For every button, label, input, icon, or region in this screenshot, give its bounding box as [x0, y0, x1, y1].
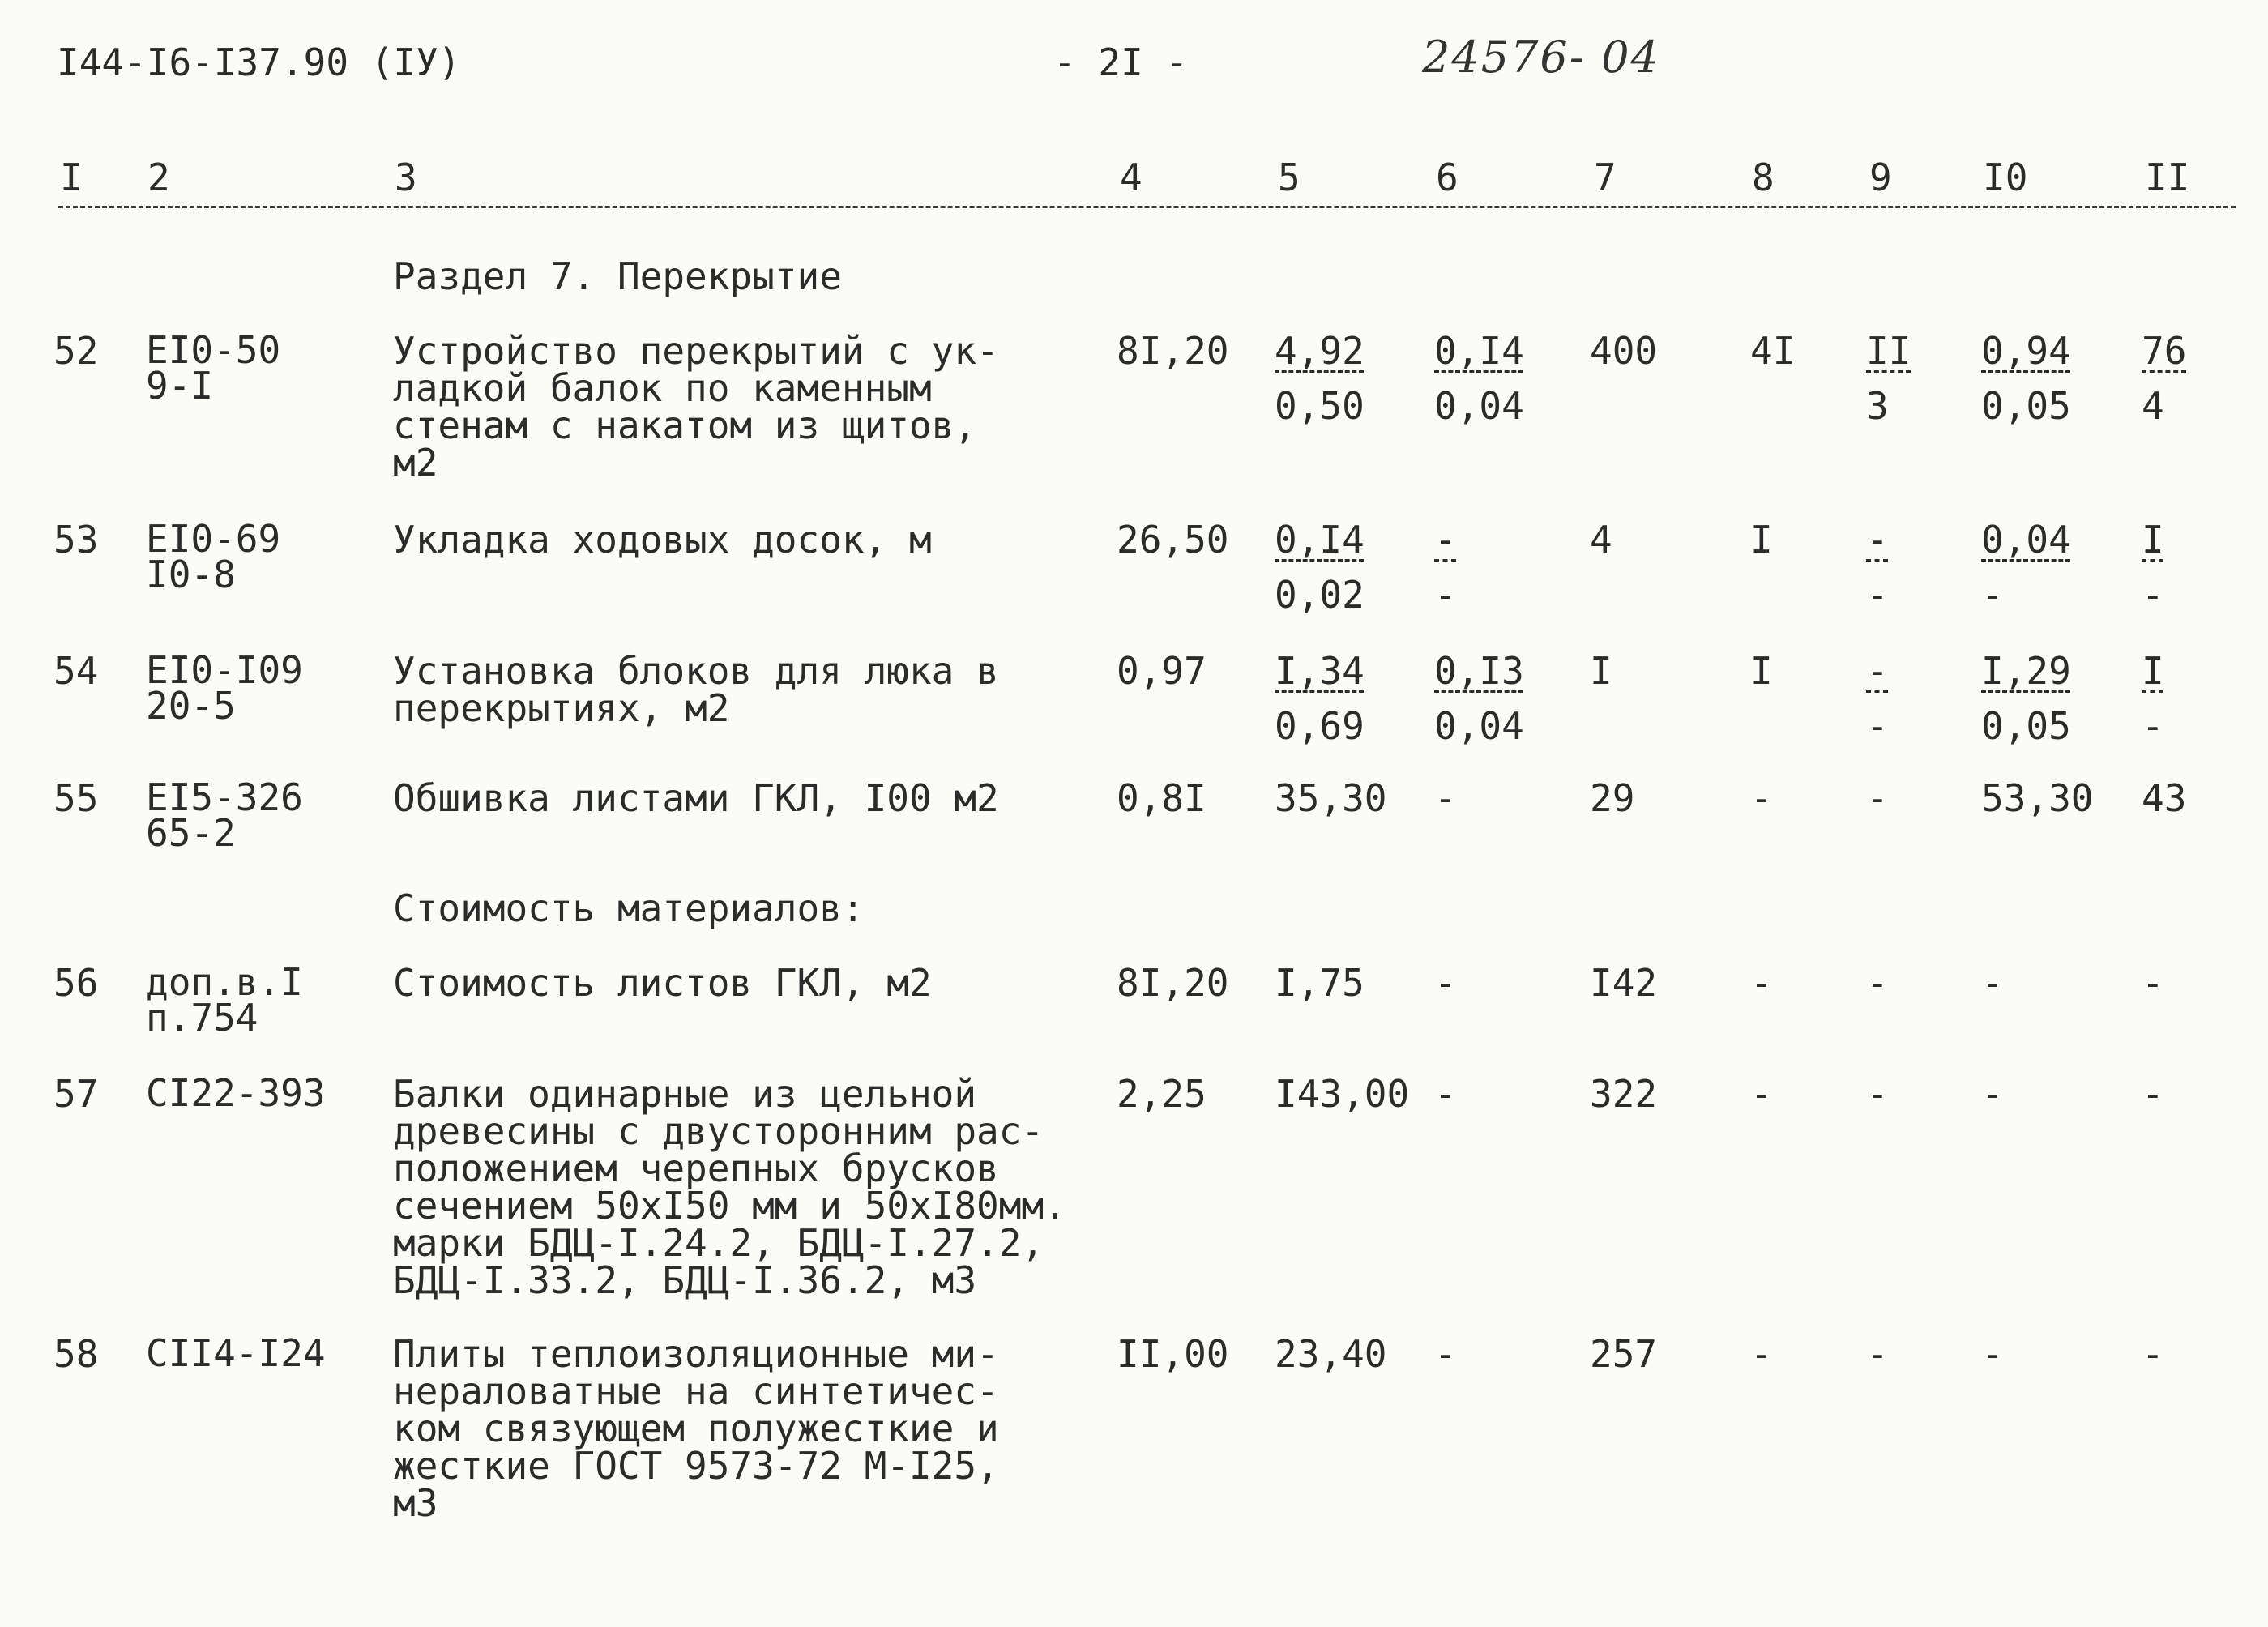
- wages-cost: -: [1750, 1332, 1773, 1376]
- machine-cost: -: [1434, 776, 1457, 820]
- labor-total-machinists: 4: [2142, 384, 2164, 428]
- page-number: - 2I -: [1053, 41, 1189, 84]
- total-cost: 322: [1590, 1072, 1658, 1116]
- total-cost: I42: [1590, 961, 1658, 1005]
- machine-cost: [1434, 518, 1457, 617]
- norm-code: СI22-393: [146, 1071, 326, 1115]
- work-description: Стоимость листов ГКЛ, м2: [393, 961, 932, 1005]
- labor-per-unit-machinists: -: [1981, 573, 2004, 617]
- column-header-6: 6: [1436, 156, 1459, 199]
- wages-cost: -: [1750, 961, 1773, 1005]
- wages-cost: -: [1750, 776, 1773, 820]
- quantity: 8I,20: [1117, 329, 1229, 373]
- labor-per-unit-workers: I,29: [1981, 649, 2071, 693]
- norm-code: ЕI0-50 9-I: [146, 328, 281, 408]
- wages-cost: I: [1750, 518, 1773, 562]
- norm-code: ЕI0-I09 20-5: [146, 648, 303, 728]
- machine-cost: -: [1434, 961, 1457, 1005]
- row-number: 53: [53, 518, 99, 562]
- machine-operation-total: -: [1866, 649, 1889, 693]
- total-cost: 4: [1590, 518, 1612, 562]
- unit-cost: [1275, 329, 1365, 428]
- column-header-row: [0, 156, 2268, 216]
- machine-operation-wages: -: [1866, 704, 1889, 748]
- total-cost: 400: [1590, 329, 1658, 373]
- norm-code: ЕI5-326 65-2: [146, 775, 303, 855]
- work-description: Установка блоков для люка в перекрытиях, м2: [393, 649, 999, 730]
- machine-cost-total: -: [1434, 518, 1457, 562]
- labor-per-unit-workers: 0,94: [1981, 329, 2071, 373]
- machine-operation: -: [1866, 961, 1889, 1005]
- quantity: 2,25: [1117, 1072, 1207, 1116]
- unit-cost: 23,40: [1275, 1332, 1387, 1376]
- total-cost: I: [1590, 649, 1612, 693]
- wages-cost: 4I: [1750, 329, 1796, 373]
- labor-total-workers: I: [2142, 649, 2164, 693]
- row-number: 54: [53, 649, 99, 693]
- labor-per-unit-machinists: 0,05: [1981, 384, 2071, 428]
- column-header-8: 8: [1752, 156, 1775, 199]
- machine-operation: [1866, 329, 1911, 428]
- section-title: Раздел 7. Перекрытие: [393, 254, 842, 298]
- unit-cost-wages: 0,50: [1275, 384, 1365, 428]
- machine-cost: -: [1434, 1332, 1457, 1376]
- quantity: 0,8I: [1117, 776, 1207, 820]
- unit-cost-wages: 0,02: [1275, 573, 1365, 617]
- handwritten-inventory-number: 24576- 04: [1422, 32, 1660, 83]
- labor-per-unit: [1981, 518, 2071, 617]
- column-header-1: I: [60, 156, 83, 199]
- wages-cost: I: [1750, 649, 1773, 693]
- unit-cost: 35,30: [1275, 776, 1387, 820]
- machine-cost: [1434, 649, 1524, 748]
- labor-total: -: [2142, 1072, 2164, 1116]
- column-header-5: 5: [1278, 156, 1301, 199]
- materials-section-title: Стоимость материалов:: [393, 886, 865, 930]
- unit-cost-total: I,34: [1275, 649, 1365, 693]
- labor-per-unit: 53,30: [1981, 776, 2094, 820]
- labor-total: -: [2142, 961, 2164, 1005]
- labor-per-unit: -: [1981, 961, 2004, 1005]
- unit-cost-wages: 0,69: [1275, 704, 1365, 748]
- machine-operation: -: [1866, 1072, 1889, 1116]
- unit-cost: [1275, 518, 1365, 617]
- quantity: II,00: [1117, 1332, 1229, 1376]
- machine-operation: -: [1866, 1332, 1889, 1376]
- machine-cost: -: [1434, 1072, 1457, 1116]
- machine-cost-wages: 0,04: [1434, 704, 1524, 748]
- column-header-9: 9: [1869, 156, 1892, 199]
- labor-total: -: [2142, 1332, 2164, 1376]
- work-description: Обшивка листами ГКЛ, I00 м2: [393, 776, 999, 820]
- row-number: 57: [53, 1072, 99, 1116]
- column-header-11: II: [2145, 156, 2190, 199]
- machine-operation: [1866, 518, 1889, 617]
- row-number: 52: [53, 329, 99, 373]
- unit-cost: I,75: [1275, 961, 1365, 1005]
- labor-total: [2142, 518, 2164, 617]
- labor-total: [2142, 329, 2187, 428]
- work-description: Устройство перекрытий с ук- ладкой балок по каменным стенам с накатом из щитов, м2: [393, 329, 999, 485]
- labor-per-unit: [1981, 649, 2071, 748]
- total-cost: 29: [1590, 776, 1635, 820]
- row-number: 58: [53, 1332, 99, 1376]
- machine-cost-wages: -: [1434, 573, 1457, 617]
- row-number: 56: [53, 961, 99, 1005]
- machine-operation-total: -: [1866, 518, 1889, 562]
- wages-cost: -: [1750, 1072, 1773, 1116]
- labor-per-unit: [1981, 329, 2071, 428]
- machine-operation-wages: 3: [1866, 384, 1889, 428]
- labor-total-machinists: -: [2142, 704, 2164, 748]
- column-header-2: 2: [147, 156, 170, 199]
- document-code: I44-I6-I37.90 (IУ): [57, 41, 461, 84]
- norm-code: доп.в.I п.754: [146, 960, 303, 1040]
- work-description: Балки одинарные из цельной древесины с двусторонним рас- положением черепных брусков сечением 50хI50 мм и 50хI80мм. марки БДЦ-I.24.2, БДЦ-I.27.2, БДЦ-I.33.2, БДЦ-I.36.2, м3: [393, 1072, 1066, 1302]
- norm-code: ЕI0-69 I0-8: [146, 517, 281, 596]
- work-description: Плиты теплоизоляционные ми- нераловатные на синтетичес- ком связующем полужесткие и жесткие ГОСТ 9573-72 М-I25, м3: [393, 1332, 999, 1525]
- machine-cost: [1434, 329, 1524, 428]
- labor-total: [2142, 649, 2164, 748]
- norm-code: СII4-I24: [146, 1331, 326, 1375]
- machine-operation: [1866, 649, 1889, 748]
- labor-per-unit-machinists: 0,05: [1981, 704, 2071, 748]
- machine-cost-total: 0,I4: [1434, 329, 1524, 373]
- row-number: 55: [53, 776, 99, 820]
- column-header-rule: [58, 206, 2236, 208]
- labor-per-unit: -: [1981, 1072, 2004, 1116]
- labor-total-machinists: -: [2142, 573, 2164, 617]
- unit-cost-total: 0,I4: [1275, 518, 1365, 562]
- quantity: 26,50: [1117, 518, 1229, 562]
- unit-cost: I43,00: [1275, 1072, 1410, 1116]
- labor-per-unit-workers: 0,04: [1981, 518, 2071, 562]
- column-header-7: 7: [1594, 156, 1617, 199]
- machine-cost-wages: 0,04: [1434, 384, 1524, 428]
- unit-cost-total: 4,92: [1275, 329, 1365, 373]
- column-header-10: I0: [1983, 156, 2028, 199]
- machine-cost-total: 0,I3: [1434, 649, 1524, 693]
- labor-total-workers: 76: [2142, 329, 2187, 373]
- quantity: 0,97: [1117, 649, 1207, 693]
- quantity: 8I,20: [1117, 961, 1229, 1005]
- column-header-3: 3: [395, 156, 417, 199]
- labor-total: 43: [2142, 776, 2187, 820]
- work-description: Укладка ходовых досок, м: [393, 518, 932, 562]
- total-cost: 257: [1590, 1332, 1658, 1376]
- labor-total-workers: I: [2142, 518, 2164, 562]
- machine-operation-total: II: [1866, 329, 1911, 373]
- machine-operation: -: [1866, 776, 1889, 820]
- unit-cost: [1275, 649, 1365, 748]
- column-header-4: 4: [1120, 156, 1143, 199]
- machine-operation-wages: -: [1866, 573, 1889, 617]
- labor-per-unit: -: [1981, 1332, 2004, 1376]
